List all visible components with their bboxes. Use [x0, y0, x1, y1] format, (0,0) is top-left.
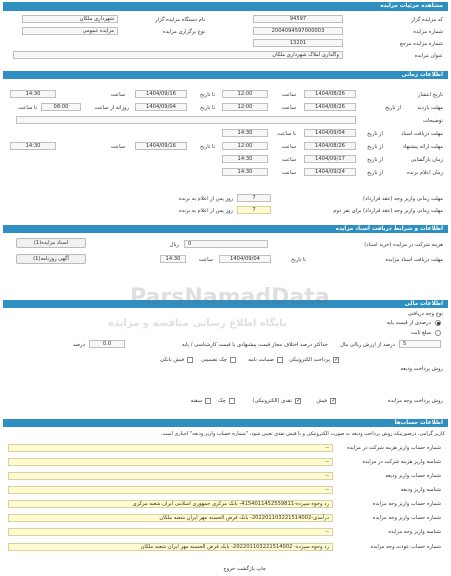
alt-label: مهلت زمانی واریز وجه (عقد قرارداد) برای نفر دوم — [333, 208, 443, 214]
visit-to-date-field: 1404/09/04 — [135, 103, 187, 111]
doc-to-label: تا ساعت — [277, 131, 296, 137]
doc-from-label: از تاریخ — [367, 131, 383, 137]
docs-section-title: اطلاعات و شرایط دریافت اسناد مزایده — [335, 226, 443, 232]
account-row-label: شناسه واریز ودیعه — [400, 487, 441, 493]
winner-date-field: 1404/09/24 — [304, 168, 356, 176]
doc-label: مهلت دریافت اسناد — [401, 131, 443, 137]
visit-daily-label: روزانه از ساعت — [94, 105, 129, 111]
pd-cash-label: نقدی (الکترونیکی) — [252, 398, 292, 404]
accounts-notice: کاربر گرامی، درصورتیکه روش پرداخت ودیعه به صورت الکترونیکی و یا فیش نقدی تعیین شود، "شماره حساب واریز ودیعه" اجباری است. — [160, 431, 445, 437]
exit-link[interactable]: خروج — [223, 566, 236, 572]
alt-suffix: روز پس از اعلام به برنده — [178, 208, 233, 214]
publish-to-date-field: 1404/09/16 — [135, 90, 187, 98]
account-row-label: شماره حساب واریز وجه مزایده — [372, 501, 441, 507]
timing-section-header — [3, 71, 448, 79]
deadline-date-field: 1404/09/04 — [219, 255, 271, 263]
percent-radio[interactable] — [435, 320, 441, 326]
visit-label: مهلت بازدید — [417, 105, 443, 111]
pm-receipt-check[interactable] — [187, 357, 193, 363]
max-value-field: 0.0 — [89, 340, 125, 348]
winner-from-label: از تاریخ — [367, 170, 383, 176]
pm-guarantee-label: ضمانت نامه — [248, 357, 274, 363]
footer-links — [223, 566, 266, 572]
timing-section-title: اطلاعات زمانی — [401, 72, 443, 78]
winner-time-field: 14:30 — [222, 168, 268, 176]
newspaper-ad-button[interactable]: آگهی روزنامه(1) — [16, 254, 86, 264]
publish-to-time-field: 14:30 — [10, 90, 56, 98]
auction-number-field: 2004094597000003 — [253, 27, 343, 35]
page-header — [3, 2, 448, 11]
account-row-value: -- — [8, 486, 333, 494]
pm-receipt-label: فیش بانکی — [160, 357, 184, 363]
account-row-label: شناسه واریز وجه مزایده — [388, 529, 441, 535]
pm-electronic-check[interactable] — [333, 357, 339, 363]
deposit-type-label: نوع وجه دریافتی — [407, 311, 443, 317]
publish-time-field: 12:00 — [222, 90, 268, 98]
submit-to-label: تا تاریخ — [200, 144, 215, 150]
submit-to-time-label: ساعت — [110, 144, 125, 150]
winner-label: زمان اعلام برنده — [406, 170, 443, 176]
visit-time-label: ساعت — [281, 105, 296, 111]
pm-electronic-label: پرداخت الکترونیکی — [288, 357, 330, 363]
account-row-label: شماره حساب واریز وجه مزایده — [372, 515, 441, 521]
account-row-label: شماره حساب واریز هزینه شرکت در مزایده — [346, 445, 441, 451]
account-row-value: رد وجوه سپرده-4154011452559811- بانک مرکزی جمهوری اسلامی ایران شعبه مرکزی — [8, 500, 333, 508]
finance-section-header — [3, 300, 448, 308]
watermark-text: پایگاه اطلاع رسانی مناقصه و مزایده — [108, 318, 287, 329]
fee-label: هزینه شرکت در مزایده (خرید اسناد) — [364, 242, 443, 248]
pd-check-label: چک — [218, 398, 226, 404]
publish-label: تاریخ انتشار — [417, 92, 443, 98]
submit-to-date-field: 1404/09/16 — [135, 142, 187, 150]
account-row-value: رد وجوه سپرده- 202201103221514002- بانک قرض الحسنه مهر ایران شعبه ملکان — [8, 543, 333, 551]
deadline-time-label: ساعت — [198, 257, 213, 263]
notes-field — [16, 116, 356, 124]
deadline-to-label: تا تاریخ — [291, 257, 306, 263]
accounts-section-header — [3, 419, 448, 427]
pay-method-label: روش پرداخت ودیعه — [400, 366, 443, 372]
percent-prefix: درصد از ارزش ریالی مال — [340, 342, 395, 348]
finance-section-title: اطلاعات مالی — [404, 301, 443, 307]
pd-cash-check[interactable] — [295, 398, 301, 404]
account-row-label: شناسه واریز هزینه شرکت در مزایده — [362, 459, 441, 465]
account-row-value: -- — [8, 458, 333, 466]
type-label: نوع برگزاری مزایده — [162, 29, 205, 35]
visit-from-label: از تاریخ — [385, 105, 401, 111]
submit-time-label: ساعت — [281, 144, 296, 150]
pd-receipt-check[interactable] — [330, 398, 336, 404]
back-link[interactable]: بازگشت — [236, 566, 255, 572]
opening-date-field: 1404/09/17 — [304, 155, 356, 163]
max-unit: درصد — [73, 342, 85, 348]
accounts-section-title: اطلاعات حساب‌ها — [394, 420, 443, 426]
publish-time-label: ساعت — [281, 92, 296, 98]
subject-field: واگذاری املاک شهرداری ملکان — [13, 51, 343, 59]
pm-guarantee-check[interactable] — [277, 357, 283, 363]
percent-value-field: 5 — [399, 340, 441, 348]
pd-check-check[interactable] — [229, 398, 235, 404]
visit-to-label: تا تاریخ — [200, 105, 215, 111]
opening-from-label: از تاریخ — [367, 157, 383, 163]
pm-cheque-check[interactable] — [230, 357, 236, 363]
pay-deposit-label: روش پرداخت وجه مزایده — [387, 398, 443, 404]
deadline-time-field: 14:30 — [160, 255, 186, 263]
page-title: مشاهده جزئیات مزایده — [380, 3, 443, 9]
submit-from-label: از تاریخ — [367, 144, 383, 150]
winner-time-label: ساعت — [281, 170, 296, 176]
fee-field: 0 — [184, 240, 268, 248]
visit-date-field: 1404/08/26 — [304, 103, 356, 111]
submit-date-field: 1404/08/26 — [304, 142, 356, 150]
alt-days-field: 7 — [237, 206, 271, 214]
pd-receipt-label: فیش — [316, 398, 327, 404]
publish-to-label: تا تاریخ — [200, 92, 215, 98]
submit-label: مهلت ارائه پیشنهاد — [402, 144, 443, 150]
doc-date-field: 1404/09/04 — [304, 129, 356, 137]
pm-cheque-label: چک تضمینی — [201, 357, 227, 363]
auction-code-label: کد مزایده گزار — [411, 17, 443, 23]
contract-suffix: روز پس از اعلام به برنده — [178, 196, 233, 202]
org-name-label: نام دستگاه مزایده گزار — [155, 17, 205, 23]
opening-label: زمان بازگشایی — [410, 157, 443, 163]
submit-time-field: 12:00 — [222, 142, 268, 150]
opening-time-field: 14:30 — [222, 155, 268, 163]
subject-label: عنوان مزایده — [414, 53, 443, 59]
account-row-value: -- — [8, 444, 333, 452]
visit-time-field: 12:00 — [222, 103, 268, 111]
account-row-value: -- — [8, 472, 333, 480]
ref-number-field: 13201 — [253, 39, 343, 47]
watermark-logo: ParsNamadData — [130, 285, 330, 310]
fixed-option-label: مبلغ ثابت — [410, 330, 431, 336]
docs-download-button[interactable]: اسناد مزایده(1) — [16, 238, 86, 248]
pd-installment-check[interactable] — [205, 398, 211, 404]
account-row-value: درآمدی-202201103221514002- بانک قرض الحسنه مهر ایران شعبه ملکان — [8, 514, 333, 522]
docs-section-header — [3, 225, 448, 233]
percent-option-label: درصدی از قیمت پایه — [386, 320, 431, 326]
submit-to-time-field: 14:30 — [10, 142, 56, 150]
org-name-field: شهرداری ملکان — [22, 15, 118, 23]
auction-code-field: 94597 — [253, 15, 343, 23]
contract-label: مهلت زمانی واریز وجه (عقد قرارداد) — [363, 196, 443, 202]
visit-daily-from-field: 08:00 — [41, 103, 81, 111]
account-row-value: -- — [8, 528, 333, 536]
ref-number-label: شماره مزایده مرجع — [399, 41, 443, 47]
visit-daily-to-label: تا ساعت — [18, 105, 37, 111]
account-row-label: شماره حساب واریز ودیعه — [385, 473, 441, 479]
auction-number-label: شماره مزایده — [413, 29, 443, 35]
deadline-label: مهلت دریافت اسناد مزایده — [385, 257, 443, 263]
opening-time-label: ساعت — [281, 157, 296, 163]
print-link[interactable]: چاپ — [256, 566, 266, 572]
doc-to-time-field: 14:30 — [222, 129, 268, 137]
type-field: مزایده عمومی — [22, 27, 118, 35]
max-note: حداکثر درصد اختلاف مجاز قیمت پیشنهادی با قیمت کارشناسی / پایه — [181, 342, 328, 348]
publish-date-field: 1404/08/26 — [304, 90, 356, 98]
fixed-radio[interactable] — [435, 330, 441, 336]
fee-unit: ریال — [169, 242, 179, 248]
publish-to-time-label: ساعت — [110, 92, 125, 98]
contract-days-field: 7 — [237, 194, 271, 202]
notes-label: توضیحات — [423, 118, 443, 124]
account-row-label: شماره حساب عودت وجه مزایده — [370, 544, 441, 550]
pd-installment-label: سفته — [190, 398, 202, 404]
